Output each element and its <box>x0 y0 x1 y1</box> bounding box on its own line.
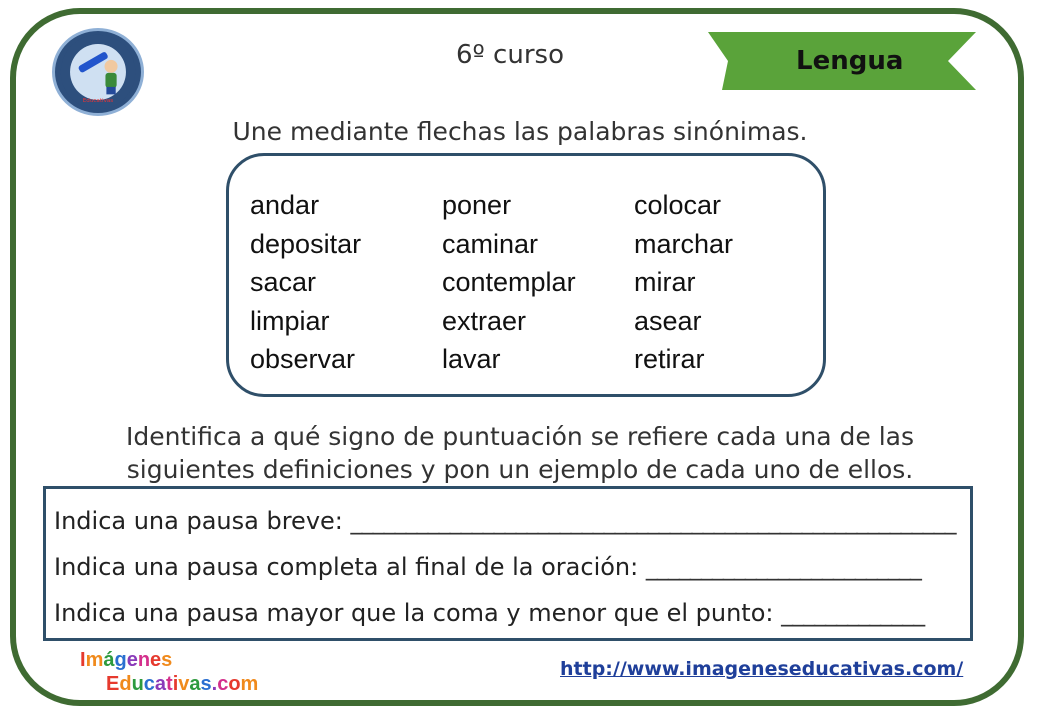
website-link[interactable]: http://www.imageneseducativas.com/ <box>560 658 964 680</box>
word: caminar <box>442 228 539 259</box>
brand-letter: á <box>103 649 115 671</box>
brand-letter: m <box>85 649 104 671</box>
definition-text: Indica una pausa mayor que la coma y menor que el punto: <box>54 599 774 627</box>
exercise1-instruction: Une mediante flechas las palabras sinónimas. <box>232 117 808 146</box>
word: andar <box>250 190 320 220</box>
brand-letter: o <box>228 673 241 695</box>
brand-letter: . <box>211 673 218 695</box>
brand-line-2 <box>106 672 258 696</box>
word: asear <box>634 305 702 336</box>
brand-letter: I <box>80 649 86 671</box>
grade-label: 6º curso <box>456 40 564 70</box>
brand-letter: m <box>240 673 259 695</box>
subject-ribbon <box>708 32 976 90</box>
svg-text:Educativas: Educativas <box>82 97 114 104</box>
brand-letter: e <box>126 649 138 671</box>
word-column-2 <box>442 186 576 379</box>
word: extraer <box>442 305 527 336</box>
brand-letter: a <box>154 673 167 695</box>
word: retirar <box>634 344 705 374</box>
word-column-3 <box>634 186 733 379</box>
brand-letter: g <box>114 649 127 671</box>
word: lavar <box>442 344 501 374</box>
word: depositar <box>250 228 362 259</box>
brand-letter: e <box>150 649 162 671</box>
brand-letter: i <box>172 673 179 695</box>
definition-text: Indica una pausa completa al final de la oración: <box>54 553 639 581</box>
definition-row <box>54 507 956 535</box>
brand-logo-text <box>80 648 258 696</box>
definition-row <box>54 553 921 581</box>
word: limpiar <box>250 305 330 336</box>
brand-letter: a <box>189 673 201 695</box>
definition-text: Indica una pausa breve: <box>54 507 343 535</box>
brand-letter: c <box>143 673 155 695</box>
brand-letter: s <box>200 673 212 695</box>
instruction-line-1: Identifica a qué signo de puntuación se refiere cada una de las <box>125 422 914 451</box>
brand-letter: u <box>131 673 144 695</box>
word: mirar <box>634 267 696 297</box>
definition-row <box>54 599 924 627</box>
word-column-1 <box>250 186 361 379</box>
brand-line-1 <box>80 648 258 672</box>
definitions-box <box>43 486 973 641</box>
brand-letter: c <box>217 673 229 695</box>
subject-label: Lengua <box>796 46 904 76</box>
brand-letter: t <box>166 673 173 695</box>
answer-blank[interactable]: _________________________ <box>645 553 921 581</box>
word: marchar <box>634 228 734 259</box>
word: contemplar <box>442 267 576 297</box>
word: sacar <box>250 267 317 297</box>
word: observar <box>250 344 356 374</box>
brand-letter: s <box>161 649 173 671</box>
synonym-word-box <box>226 153 826 397</box>
brand-letter: d <box>119 673 132 695</box>
brand-letter: E <box>106 673 120 695</box>
exercise2-instruction <box>0 420 1040 486</box>
brand-letter: n <box>137 649 151 671</box>
answer-blank[interactable]: _______________________________________________________ <box>350 507 956 535</box>
word: poner <box>442 190 512 220</box>
brand-letter: v <box>178 673 190 695</box>
answer-blank[interactable]: _____________ <box>781 599 925 627</box>
word: colocar <box>634 190 722 220</box>
instruction-line-2: siguientes definiciones y pon un ejemplo de cada uno de ellos. <box>126 455 914 484</box>
